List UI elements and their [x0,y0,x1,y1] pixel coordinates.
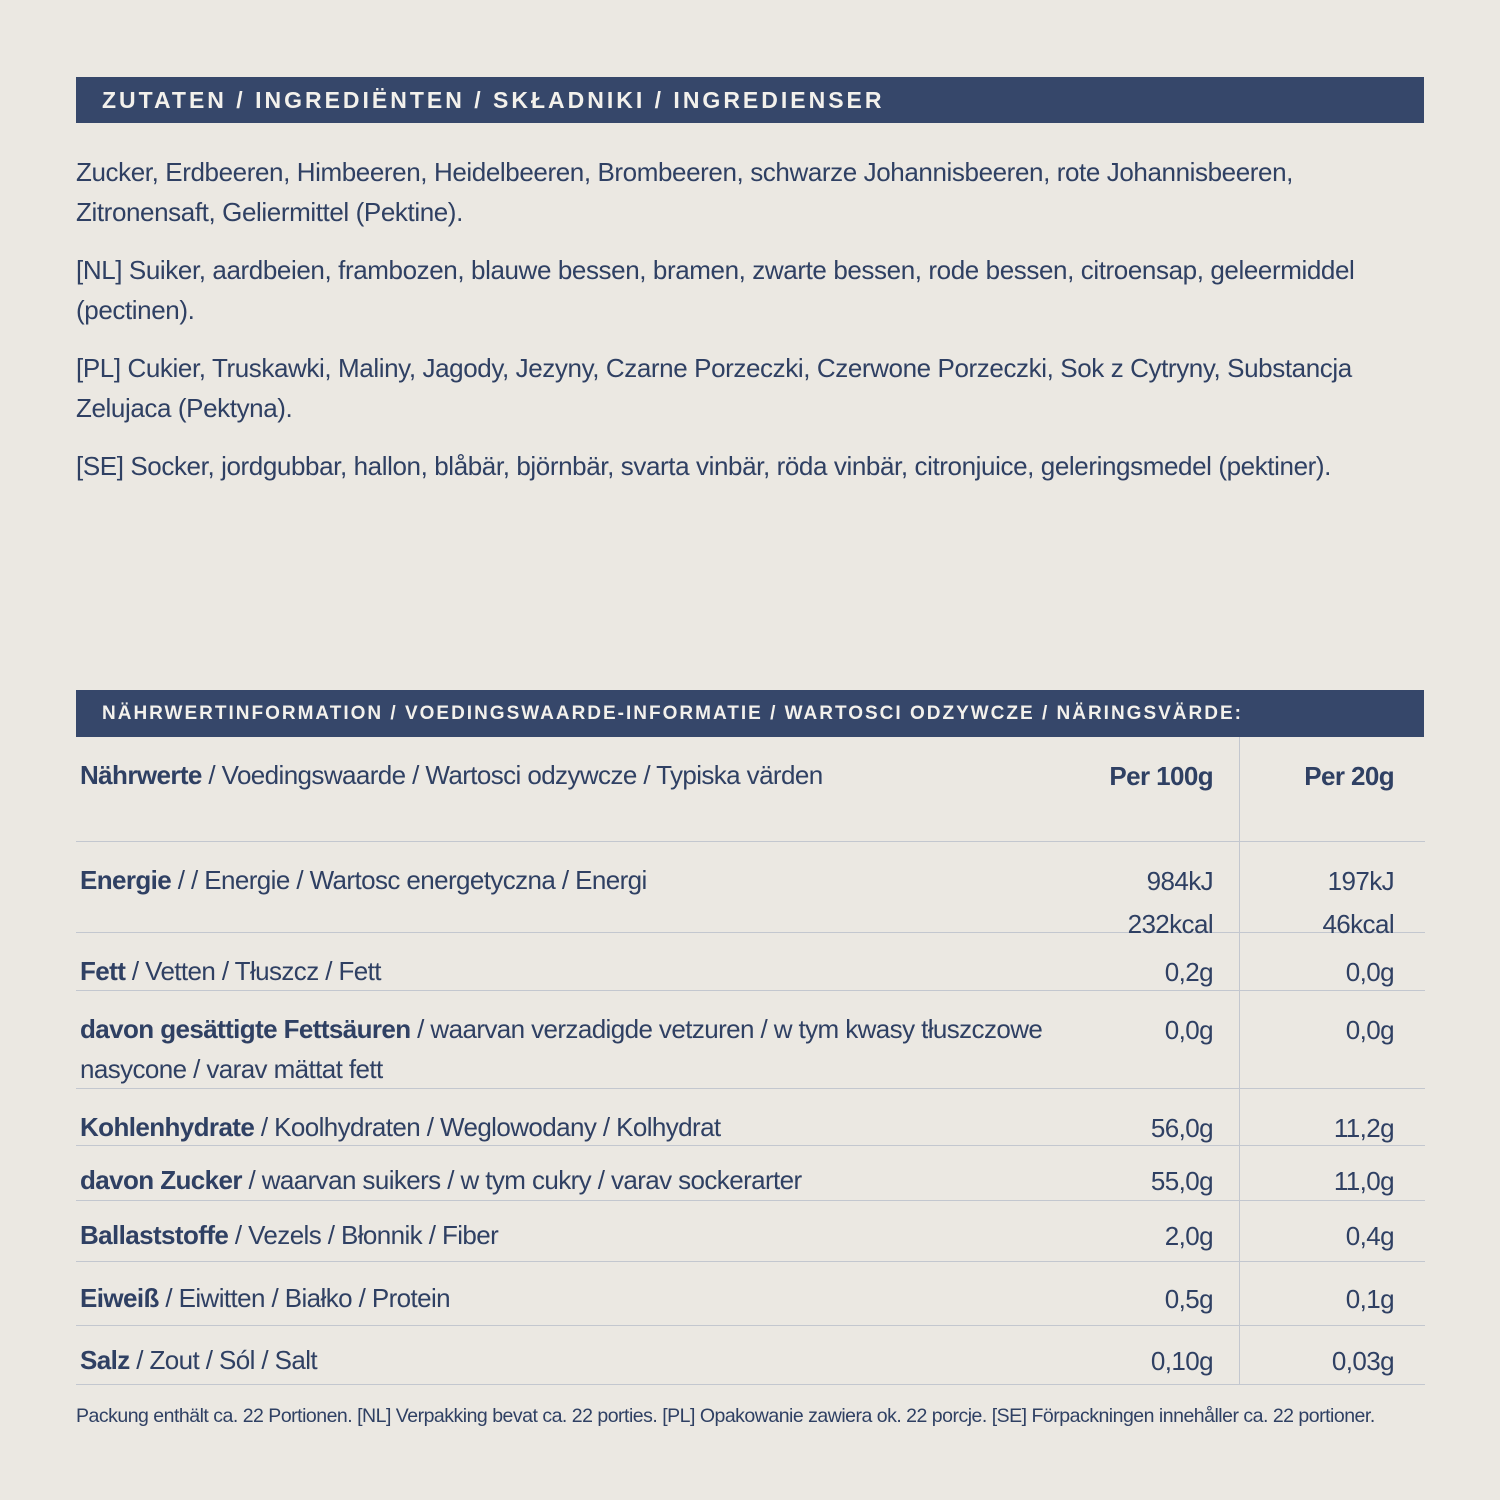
value-per20: 0,1g [1345,1284,1394,1314]
value-per20: 0,0g [1345,957,1394,987]
value-per20: 0,4g [1345,1221,1394,1251]
row-label: Ballaststoffe / Vezels / Błonnik / Fiber [80,1220,499,1250]
value-per100: 0,0g [1086,991,1240,1088]
ingredients-de: Zucker, Erdbeeren, Himbeeren, Heidelbeeren, Brombeeren, schwarze Johannisbeeren, rote Johannisbeeren, Zitronensaft, Geliermittel (Pektine). [76,157,1293,227]
table-row [76,842,1425,939]
table-row [76,1146,1425,1201]
portions-footnote: Packung enthält ca. 22 Portionen. [NL] Verpakking bevat ca. 22 porties. [PL] Opakowanie zawiera ok. 22 porcje. [SE] Förpackningen innehåller ca. 22 portioner. [76,1405,1375,1427]
row-label: Energie / / Energie / Wartosc energetyczna / Energi [80,865,647,895]
value-per100: 0,2g [1086,933,1240,990]
table-header-row [76,737,1425,842]
value-per100: 0,5g [1086,1262,1240,1325]
value-per20: 0,03g [1331,1346,1394,1376]
value-per20: 197kJ 46kcal [1322,866,1394,939]
ingredients-text [76,152,1424,504]
table-row [76,1262,1425,1326]
value-per20: 0,0g [1345,1015,1394,1045]
row-label: Salz / Zout / Sól / Salt [80,1345,318,1375]
row-label: davon gesättigte Fettsäuren / waarvan verzadigde vetzuren / w tym kwasy tłuszczowe nasycone / varav mättat fett [80,1014,1043,1084]
nutrition-table [76,737,1425,1385]
value-per100: 56,0g [1086,1089,1240,1145]
table-row [76,1326,1425,1385]
value-per100: 0,10g [1086,1326,1240,1384]
ingredients-pl: [PL] Cukier, Truskawki, Maliny, Jagody, Jezyny, Czarne Porzeczki, Czerwone Porzeczki, Sok z Cytryny, Substancja Zelujaca (Pektyna). [76,353,1352,423]
row-label: Fett / Vetten / Tłuszcz / Fett [80,956,381,986]
value-per20: 11,2g [1333,1113,1394,1143]
column-header-per20: Per 20g [1304,761,1394,791]
value-per20: 11,0g [1333,1166,1394,1196]
table-row [76,991,1425,1089]
ingredients-header: ZUTATEN / INGREDIËNTEN / SKŁADNIKI / INGREDIENSER [76,77,1424,123]
value-per100: 55,0g [1086,1146,1240,1200]
table-row [76,933,1425,991]
row-label: Eiweiß / Eiwitten / Białko / Protein [80,1283,451,1313]
value-per100: 2,0g [1086,1201,1240,1261]
row-label: Kohlenhydrate / Koolhydraten / Weglowodany / Kolhydrat [80,1112,721,1142]
column-header-per100: Per 100g [1086,737,1240,841]
ingredients-nl: [NL] Suiker, aardbeien, frambozen, blauwe bessen, bramen, zwarte bessen, rode bessen, citroensap, geleermiddel (pectinen). [76,255,1355,325]
value-per100: 984kJ 232kcal [1086,842,1240,932]
row-label: davon Zucker / waarvan suikers / w tym cukry / varav sockerarter [80,1165,802,1195]
column-header-nutrients: Nährwerte / Voedingswaarde / Wartosci odzywcze / Typiska värden [80,760,823,790]
nutrition-header: NÄHRWERTINFORMATION / VOEDINGSWAARDE-INFORMATIE / WARTOSCI ODZYWCZE / NÄRINGSVÄRDE: [76,690,1424,737]
table-row [76,1201,1425,1262]
ingredients-se: [SE] Socker, jordgubbar, hallon, blåbär, björnbär, svarta vinbär, röda vinbär, citronjuice, geleringsmedel (pektiner). [76,451,1331,481]
table-row [76,1089,1425,1146]
